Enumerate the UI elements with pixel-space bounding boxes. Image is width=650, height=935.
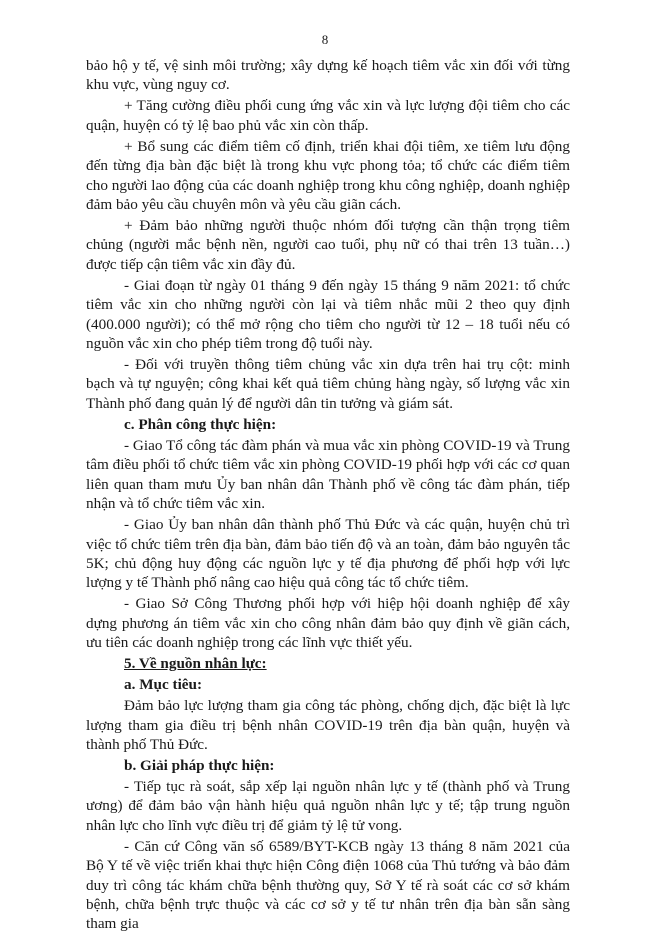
paragraph: + Bổ sung các điểm tiêm cố định, triển khai đội tiêm, xe tiêm lưu động đến từng địa bàn đặc biệt là trong khu vực phong tỏa; tổ chức các điểm tiêm cho người lao động của các doanh nghiệp trong khu công nghiệp, doanh nghiệp đảm bảo yêu cầu chuyên môn và yêu cầu giãn cách. xyxy=(86,137,570,214)
paragraph: - Giao Tổ công tác đàm phán và mua vắc xin phòng COVID-19 và Trung tâm điều phối tổ chức tiêm vắc xin phòng COVID-19 phối hợp với các cơ quan liên quan tham mưu Ủy ban nhân dân Thành phố về công tác đàm phán, tiếp nhận và tổ chức tiêm vắc xin. xyxy=(86,436,570,513)
section-heading: 5. Về nguồn nhân lực: xyxy=(124,655,267,673)
section-heading: c. Phân công thực hiện: xyxy=(124,415,277,433)
section-heading: b. Giải pháp thực hiện: xyxy=(124,756,275,774)
paragraph: - Giai đoạn từ ngày 01 tháng 9 đến ngày 15 tháng 9 năm 2021: tổ chức tiêm vắc xin cho những người còn lại và tiêm nhắc mũi 2 theo quy định (400.000 người); có thể mở rộng cho tiêm cho người từ 12 – 18 tuổi nếu có nguồn vắc xin cho phép tiêm trong độ tuổi này. xyxy=(86,276,570,353)
paragraph: bảo hộ y tế, vệ sinh môi trường; xây dựng kế hoạch tiêm vắc xin đối với từng khu vực, vùng nguy cơ. xyxy=(86,57,570,94)
paragraph: + Đảm bảo những người thuộc nhóm đối tượng cần thận trọng tiêm chủng (người mắc bệnh nền, người cao tuổi, phụ nữ có thai trên 13 tuần…) được tiếp cận tiêm vắc xin đầy đủ. xyxy=(86,217,570,273)
paragraph: - Căn cứ Công văn số 6589/BYT-KCB ngày 13 tháng 8 năm 2021 của Bộ Y tế về việc triển khai thực hiện Công điện 1068 của Thủ tướng và bảo đảm duy trì công tác khám chữa bệnh thường quy, Sở Y tế rà soát các cơ sở khám bệnh, chữa bệnh trực thuộc và các cơ sở y tế tư nhân trên địa bàn sẵn sàng tham gia xyxy=(86,837,570,933)
paragraph: + Tăng cường điều phối cung ứng vắc xin và lực lượng đội tiêm cho các quận, huyện có tỷ lệ bao phủ vắc xin còn thấp. xyxy=(86,97,570,134)
page-number: 8 xyxy=(321,32,329,47)
paragraph: - Giao Sở Công Thương phối hợp với hiệp hội doanh nghiệp để xây dựng phương án tiêm vắc xin cho công nhân đảm bảo quy định về giãn cách, ưu tiên các doanh nghiệp trong các lĩnh vực thiết yếu. xyxy=(86,595,570,652)
paragraph: - Giao Ủy ban nhân dân thành phố Thủ Đức và các quận, huyện chủ trì việc tổ chức tiêm trên địa bàn, đảm bảo tiến độ và an toàn, đảm bảo nguyên tắc 5K; chủ động huy động các nguồn lực y tế địa phương để phối hợp với lực lượng y tế Thành phố nâng cao hiệu quả công tác tổ chức tiêm. xyxy=(86,516,570,592)
document-body xyxy=(86,56,570,935)
paragraph: Đảm bảo lực lượng tham gia công tác phòng, chống dịch, đặc biệt là lực lượng tham gia điều trị bệnh nhân COVID-19 trên địa bàn quận, huyện và thành phố Thủ Đức. xyxy=(86,697,570,753)
section-heading: a. Mục tiêu: xyxy=(124,676,203,694)
paragraph: - Tiếp tục rà soát, sắp xếp lại nguồn nhân lực y tế (thành phố và Trung ương) để đảm bảo vận hành hiệu quả nguồn nhân lực y tế; tập trung nguồn nhân lực cho lĩnh vực điều trị để giảm tỷ lệ tử vong. xyxy=(86,777,570,834)
paragraph: - Đối với truyền thông tiêm chủng vắc xin dựa trên hai trụ cột: minh bạch và tự nguyện; công khai kết quả tiêm chủng hàng ngày, số lượng vắc xin Thành phố đang quản lý để người dân tin tưởng và giám sát. xyxy=(86,356,570,412)
